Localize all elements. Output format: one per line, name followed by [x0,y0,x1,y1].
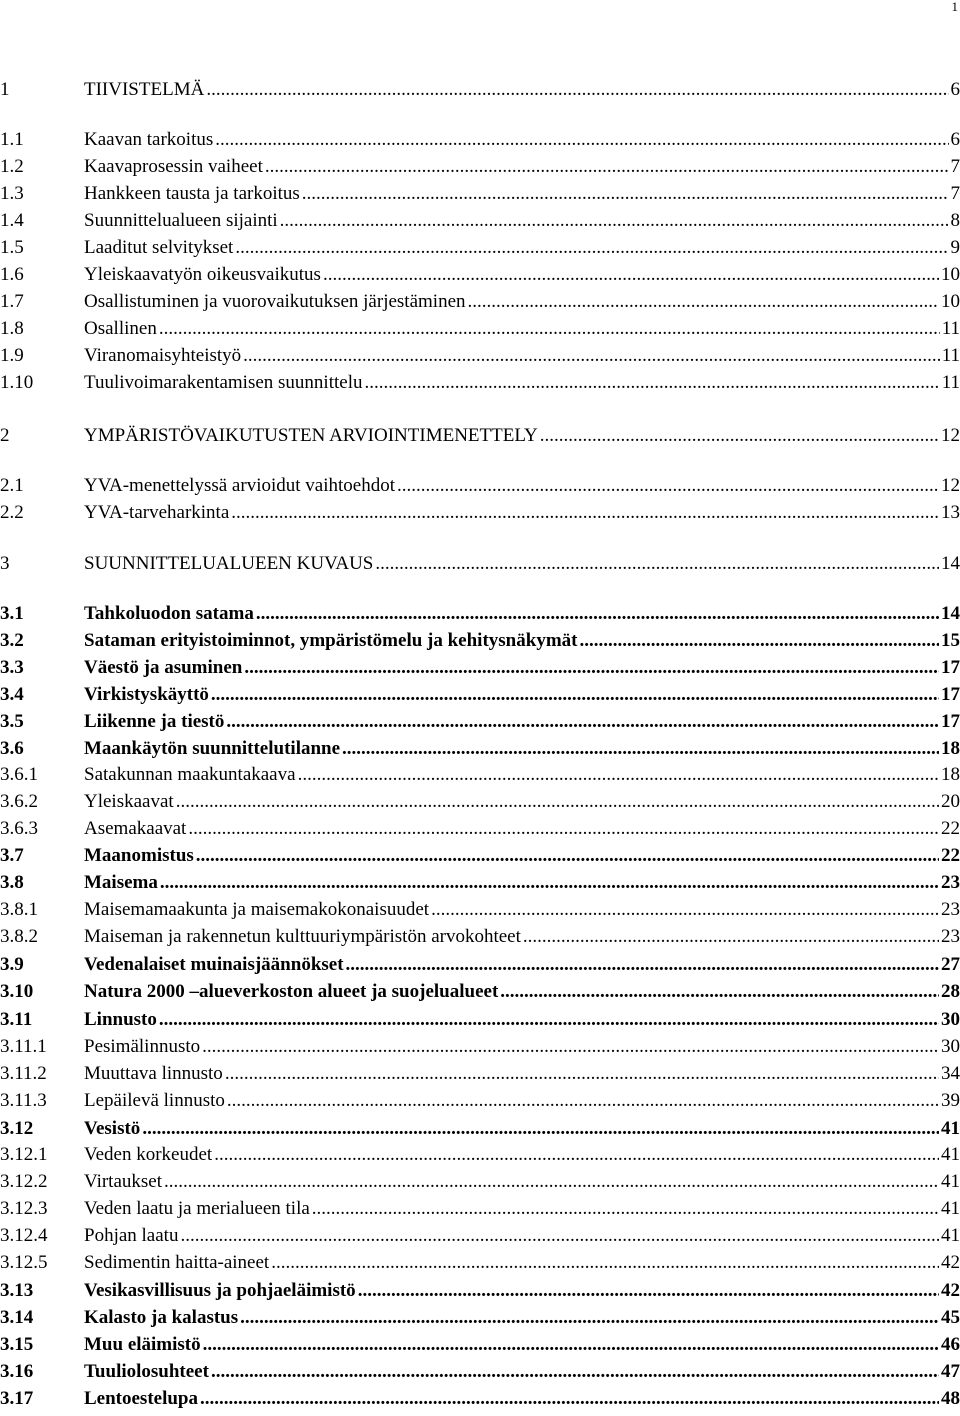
toc-entry-title: Maankäytön suunnittelutilanne [84,738,341,759]
toc-entry-number: 3.12.2 [0,1171,48,1192]
toc-entry-title: Osallistuminen ja vuorovaikutuksen järjestäminen [84,291,466,312]
toc-entry[interactable] [0,1062,960,1086]
toc-entry-page: 20 [941,791,960,812]
dot-leader [500,980,939,999]
dot-leader [142,1117,939,1136]
toc-entry[interactable] [0,474,960,498]
toc-entry-title: Väestö ja asuminen [84,657,243,678]
toc-entry-page: 12 [941,425,960,446]
toc-entry-number: 3.11 [0,1009,33,1030]
toc-entry-page: 7 [950,156,960,177]
toc-entry[interactable] [0,1117,960,1141]
toc-entry[interactable] [0,1224,960,1248]
toc-entry-page: 41 [941,1171,960,1192]
toc-entry-page: 13 [941,502,960,523]
toc-entry[interactable] [0,1333,960,1357]
toc-entry-page: 10 [941,291,960,312]
toc-entry-number: 3.12.5 [0,1252,48,1273]
dot-leader [523,925,939,944]
toc-entry-title: Vesikasvillisuus ja pohjaeläimistö [84,1280,356,1301]
dot-leader [358,1279,939,1298]
dot-leader [211,1360,939,1379]
toc-entry-page: 11 [941,372,960,393]
dot-leader [240,1306,939,1325]
dot-leader [176,790,939,809]
toc-entry[interactable] [0,602,960,626]
dot-leader [298,763,939,782]
dot-leader [164,1170,939,1189]
toc-entry-title: Muu eläimistö [84,1334,201,1355]
toc-entry-number: 3.14 [0,1307,34,1328]
toc-entry-page: 11 [941,318,960,339]
toc-entry-title: Kaavan tarkoitus [84,129,214,150]
toc-entry-number: 3.4 [0,684,24,705]
toc-entry[interactable] [0,1008,960,1032]
toc-entry-page: 15 [941,630,960,651]
toc-entry-number: 3.7 [0,845,24,866]
toc-entry-number: 1.6 [0,264,24,285]
toc-entry-title: Muuttava linnusto [84,1063,223,1084]
toc-entry-number: 3.6.3 [0,818,38,839]
toc-entry-number: 3.8 [0,872,24,893]
toc-entry[interactable] [0,1143,960,1167]
toc-entry-number: 3.6 [0,738,24,759]
toc-entry-number: 3.3 [0,657,24,678]
dot-leader [188,817,939,836]
dot-leader [375,552,939,571]
dot-leader [206,78,948,97]
toc-entry[interactable] [0,871,960,895]
toc-entry[interactable] [0,817,960,841]
toc-entry-number: 3.6.1 [0,764,38,785]
toc-entry-page: 9 [950,237,960,258]
toc-entry-page: 18 [941,764,960,785]
toc-entry[interactable] [0,371,960,395]
toc-entry-title: Veden laatu ja merialueen tila [84,1198,310,1219]
toc-entry[interactable] [0,317,960,341]
toc-entry-page: 6 [950,79,960,100]
toc-entry[interactable] [0,182,960,206]
dot-leader [196,844,939,863]
dot-leader [231,501,939,520]
toc-entry-number: 3.12.4 [0,1225,48,1246]
toc-entry-number: 3.12.1 [0,1144,48,1165]
toc-entry-page: 27 [941,954,960,975]
toc-entry[interactable] [0,344,960,368]
toc-entry[interactable] [0,424,960,448]
toc-entry[interactable] [0,683,960,707]
dot-leader [214,1143,939,1162]
toc-entry-title: Virkistyskäyttö [84,684,209,705]
toc-entry-title: Veden korkeudet [84,1144,213,1165]
dot-leader [280,209,949,228]
toc-entry-title: Maisema [84,872,158,893]
toc-entry-number: 2.2 [0,502,24,523]
toc-entry-page: 18 [941,738,960,759]
toc-entry-title: Yleiskaavat [84,791,174,812]
toc-entry-number: 3.13 [0,1280,34,1301]
page-number: 1 [951,0,958,14]
toc-entry-number: 3 [0,553,10,574]
toc-entry-title: Maisemamaakunta ja maisemakokonaisuudet [84,899,430,920]
dot-leader [271,1251,939,1270]
toc-entry-page: 34 [941,1063,960,1084]
dot-leader [302,182,949,201]
toc-entry-page: 39 [941,1090,960,1111]
toc-entry-title: Liikenne ja tiestö [84,711,225,732]
toc-entry-number: 3.6.2 [0,791,38,812]
dot-leader [431,898,939,917]
toc-entry-page: 46 [941,1334,960,1355]
toc-entry[interactable] [0,1279,960,1303]
toc-entry-page: 47 [941,1361,960,1382]
dot-leader [202,1035,939,1054]
toc-entry-number: 1.8 [0,318,24,339]
toc-entry[interactable] [0,737,960,761]
toc-entry-title: Hankkeen tausta ja tarkoitus [84,183,300,204]
dot-leader [235,236,948,255]
dot-leader [256,602,939,621]
toc-entry-number: 1.9 [0,345,24,366]
dot-leader [244,656,939,675]
toc-entry-title: Satakunnan maakuntakaava [84,764,296,785]
toc-entry-title: Pohjan laatu [84,1225,179,1246]
dot-leader [180,1224,939,1243]
toc-entry-title: YMPÄRISTÖVAIKUTUSTEN ARVIOINTIMENETTELY [84,425,538,446]
toc-entry-page: 14 [941,553,960,574]
toc-entry[interactable] [0,953,960,977]
toc-entry-page: 8 [950,210,960,231]
toc-entry-number: 1.4 [0,210,24,231]
toc-entry[interactable] [0,1197,960,1221]
toc-entry-page: 17 [941,657,960,678]
toc-entry[interactable] [0,1387,960,1411]
toc-entry-title: Tahkoluodon satama [84,603,254,624]
toc-entry[interactable] [0,1035,960,1059]
toc-entry-page: 30 [941,1009,960,1030]
dot-leader [160,871,939,890]
toc-entry-number: 1.1 [0,129,24,150]
toc-entry[interactable] [0,629,960,653]
toc-entry-number: 3.11.3 [0,1090,47,1111]
toc-entry[interactable] [0,980,960,1004]
toc-entry-page: 23 [941,899,960,920]
toc-entry-number: 2 [0,425,10,446]
toc-entry-page: 17 [941,684,960,705]
toc-entry-title: Maiseman ja rakennetun kulttuuriympäristön arvokohteet [84,926,521,947]
toc-entry-page: 42 [941,1252,960,1273]
toc-entry[interactable] [0,78,960,102]
toc-entry[interactable] [0,501,960,525]
dot-leader [323,263,939,282]
toc-entry-page: 42 [941,1280,960,1301]
dot-leader [211,683,939,702]
dot-leader [200,1387,939,1406]
toc-entry[interactable] [0,763,960,787]
toc-entry-title: Linnusto [84,1009,157,1030]
toc-entry-page: 6 [950,129,960,150]
toc-entry-title: Lentoestelupa [84,1388,198,1409]
toc-entry-number: 3.17 [0,1388,34,1409]
toc-entry[interactable] [0,790,960,814]
toc-entry[interactable] [0,1089,960,1113]
toc-entry-title: Kaavaprosessin vaiheet [84,156,263,177]
toc-entry-title: Maanomistus [84,845,194,866]
toc-entry-title: Yleiskaavatyön oikeusvaikutus [84,264,321,285]
toc-entry-page: 7 [950,183,960,204]
dot-leader [159,1008,939,1027]
toc-entry-page: 23 [941,926,960,947]
toc-entry[interactable] [0,710,960,734]
toc-entry-number: 1.3 [0,183,24,204]
toc-entry-page: 22 [941,845,960,866]
toc-entry-number: 3.9 [0,954,24,975]
toc-entry-title: Viranomaisyhteistyö [84,345,242,366]
toc-entry-page: 41 [941,1198,960,1219]
toc-entry-number: 3.1 [0,603,24,624]
toc-entry-number: 3.15 [0,1334,34,1355]
dot-leader [364,371,939,390]
toc-entry-title: YVA-tarveharkinta [84,502,230,523]
toc-entry[interactable] [0,236,960,260]
toc-entry-number: 1.7 [0,291,24,312]
toc-entry-number: 3.12 [0,1118,34,1139]
toc-entry-page: 30 [941,1036,960,1057]
toc-entry[interactable] [0,128,960,152]
dot-leader [579,629,939,648]
toc-entry-page: 28 [941,981,960,1002]
toc-entry[interactable] [0,263,960,287]
toc-entry-page: 23 [941,872,960,893]
toc-entry[interactable] [0,656,960,680]
toc-entry-title: Asemakaavat [84,818,187,839]
toc-entry-number: 3.11.2 [0,1063,47,1084]
toc-entry[interactable] [0,155,960,179]
toc-entry-page: 11 [941,345,960,366]
toc-entry-page: 41 [941,1225,960,1246]
toc-entry[interactable] [0,1306,960,1330]
toc-entry-title: Natura 2000 –alueverkoston alueet ja suojelualueet [84,981,499,1002]
toc-entry-number: 1.2 [0,156,24,177]
toc-entry-page: 14 [941,603,960,624]
toc-entry-title: Kalasto ja kalastus [84,1307,239,1328]
toc-entry-title: Laaditut selvitykset [84,237,234,258]
toc-entry-title: Tuuliolosuhteet [84,1361,209,1382]
toc-entry-number: 2.1 [0,475,24,496]
dot-leader [397,474,939,493]
toc-entry-number: 1.10 [0,372,34,393]
toc-entry-number: 3.2 [0,630,24,651]
toc-entry[interactable] [0,1170,960,1194]
dot-leader [227,1089,939,1108]
toc-entry-title: Pesimälinnusto [84,1036,201,1057]
toc-entry-number: 3.8.2 [0,926,38,947]
dot-leader [159,317,940,336]
toc-entry-title: Vesistö [84,1118,141,1139]
toc-entry-title: Suunnittelualueen sijainti [84,210,278,231]
toc-entry-page: 22 [941,818,960,839]
dot-leader [225,1062,939,1081]
toc-entry-title: Virtaukset [84,1171,163,1192]
dot-leader [468,290,939,309]
toc-entry-page: 41 [941,1118,960,1139]
toc-entry[interactable] [0,898,960,922]
toc-entry-title: Vedenalaiset muinaisjäännökset [84,954,344,975]
toc-entry-title: Lepäilevä linnusto [84,1090,225,1111]
toc-entry[interactable] [0,1251,960,1275]
toc-entry[interactable] [0,552,960,576]
toc-entry-page: 45 [941,1307,960,1328]
dot-leader [346,953,939,972]
dot-leader [203,1333,939,1352]
toc-entry-page: 12 [941,475,960,496]
dot-leader [312,1197,939,1216]
toc-entry-number: 3.5 [0,711,24,732]
toc-entry-number: 3.10 [0,981,34,1002]
toc-entry[interactable] [0,1360,960,1384]
dot-leader [243,344,940,363]
toc-entry-number: 1 [0,79,10,100]
toc-entry-title: Sedimentin haitta-aineet [84,1252,270,1273]
toc-entry-page: 10 [941,264,960,285]
toc-entry-title: SUUNNITTELUALUEEN KUVAUS [84,553,374,574]
toc-entry-page: 41 [941,1144,960,1165]
toc-entry[interactable] [0,209,960,233]
dot-leader [226,710,939,729]
toc-entry-title: Osallinen [84,318,157,339]
toc-entry-number: 3.8.1 [0,899,38,920]
toc-entry-page: 17 [941,711,960,732]
toc-entry-page: 48 [941,1388,960,1409]
toc-entry-number: 3.12.3 [0,1198,48,1219]
dot-leader [215,128,948,147]
toc-entry-number: 3.11.1 [0,1036,47,1057]
dot-leader [265,155,949,174]
toc-entry-number: 3.16 [0,1361,34,1382]
dot-leader [540,424,939,443]
dot-leader [342,737,939,756]
toc-entry-title: Sataman erityistoiminnot, ympäristömelu ja kehitysnäkymät [84,630,578,651]
toc-entry[interactable] [0,844,960,868]
toc-entry[interactable] [0,290,960,314]
toc-entry-title: TIIVISTELMÄ [84,79,205,100]
toc-entry-number: 1.5 [0,237,24,258]
toc-entry[interactable] [0,925,960,949]
toc-entry-title: YVA-menettelyssä arvioidut vaihtoehdot [84,475,395,496]
toc-entry-title: Tuulivoimarakentamisen suunnittelu [84,372,363,393]
